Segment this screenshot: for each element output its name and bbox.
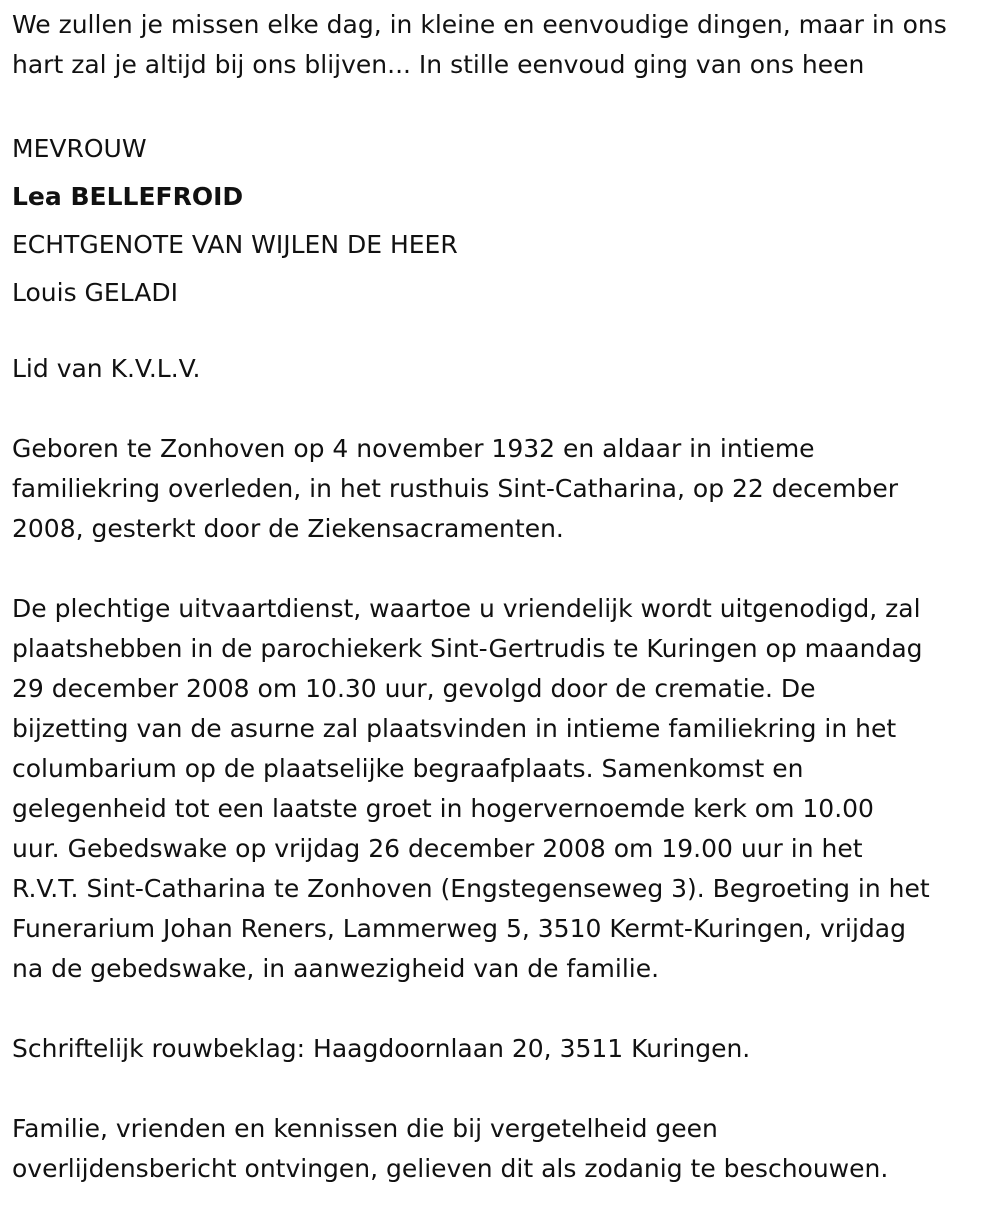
funeral-line: R.V.T. Sint-Catharina te Zonhoven (Engstegenseweg 3). Begroeting in het	[12, 874, 930, 903]
condolences-line: Schriftelijk rouwbeklag: Haagdoornlaan 20, 3511 Kuringen.	[12, 1034, 751, 1063]
funeral-line: gelegenheid tot een laatste groet in hogervernoemde kerk om 10.00	[12, 794, 874, 823]
funeral-paragraph	[12, 589, 988, 989]
deceased-title: MEVROUW	[12, 134, 147, 163]
funeral-line: bijzetting van de asurne zal plaatsvinden in intieme familiekring in het	[12, 714, 897, 743]
birth-death-paragraph	[12, 429, 988, 549]
deceased-name: Lea BELLEFROID	[12, 182, 244, 211]
intro-line: We zullen je missen elke dag, in kleine en eenvoudige dingen, maar in ons	[12, 10, 947, 39]
funeral-line: na de gebedswake, in aanwezigheid van de familie.	[12, 954, 660, 983]
birth-death-line: familiekring overleden, in het rusthuis Sint-Catharina, op 22 december	[12, 474, 899, 503]
membership-line: Lid van K.V.L.V.	[12, 354, 201, 383]
funeral-line: De plechtige uitvaartdienst, waartoe u vriendelijk wordt uitgenodigd, zal	[12, 594, 921, 623]
funeral-line: 29 december 2008 om 10.30 uur, gevolgd door de crematie. De	[12, 674, 816, 703]
intro-paragraph	[12, 5, 988, 85]
deceased-relation: ECHTGENOTE VAN WIJLEN DE HEER	[12, 230, 458, 259]
obituary-notice	[12, 5, 988, 1189]
condolences-paragraph	[12, 1029, 988, 1069]
funeral-line: uur. Gebedswake op vrijdag 26 december 2008 om 19.00 uur in het	[12, 834, 863, 863]
closing-line: overlijdensbericht ontvingen, gelieven dit als zodanig te beschouwen.	[12, 1154, 889, 1183]
funeral-line: plaatshebben in de parochiekerk Sint-Gertrudis te Kuringen op maandag	[12, 634, 923, 663]
membership-paragraph	[12, 349, 988, 389]
intro-line: hart zal je altijd bij ons blijven... In stille eenvoud ging van ons heen	[12, 50, 865, 79]
spouse-name: Louis GELADI	[12, 278, 178, 307]
closing-paragraph	[12, 1109, 988, 1189]
closing-line: Familie, vrienden en kennissen die bij vergetelheid geen	[12, 1114, 718, 1143]
birth-death-line: 2008, gesterkt door de Ziekensacramenten.	[12, 514, 564, 543]
birth-death-line: Geboren te Zonhoven op 4 november 1932 en aldaar in intieme	[12, 434, 815, 463]
deceased-block	[12, 125, 988, 317]
funeral-line: columbarium op de plaatselijke begraafplaats. Samenkomst en	[12, 754, 804, 783]
funeral-line: Funerarium Johan Reners, Lammerweg 5, 3510 Kermt-Kuringen, vrijdag	[12, 914, 906, 943]
